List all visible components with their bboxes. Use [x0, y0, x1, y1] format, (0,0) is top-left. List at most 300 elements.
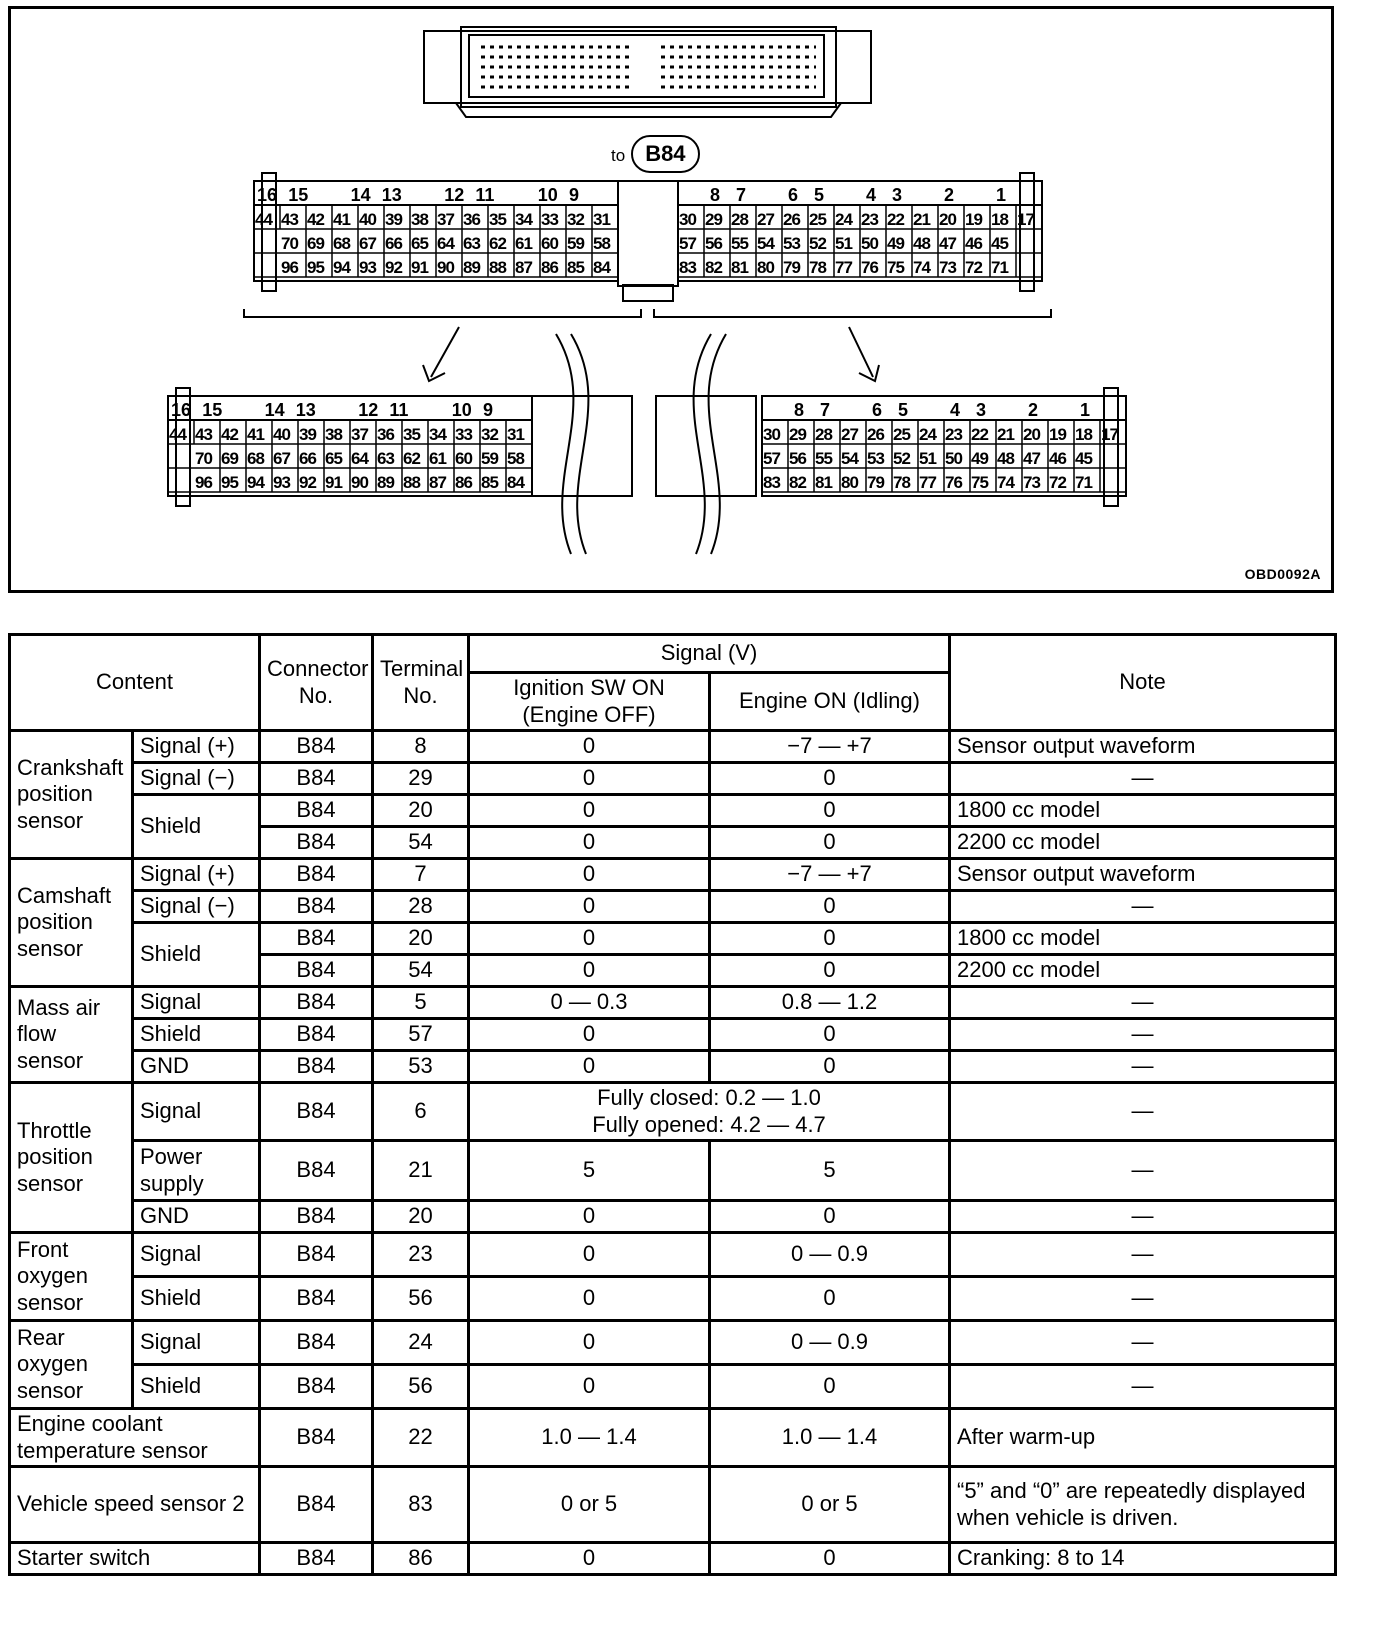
- terminal-cell: 21: [373, 1141, 469, 1201]
- pin-number: 43: [281, 210, 298, 229]
- pin-number: 71: [991, 258, 1008, 277]
- ecu-lip: [456, 103, 841, 117]
- row-group-label: Engine coolant temperature sensor: [10, 1409, 260, 1467]
- pin-number: 70: [281, 234, 298, 253]
- note-cell: —: [950, 1365, 1336, 1409]
- pin-number: 17: [1017, 210, 1034, 229]
- pin-number: 19: [1049, 425, 1066, 444]
- pin-number: 49: [887, 234, 904, 253]
- terminal-cell: 22: [373, 1409, 469, 1467]
- header-connector: Connector No.: [260, 635, 373, 731]
- pin-number: 47: [939, 234, 956, 253]
- pin-number: 8: [710, 185, 721, 205]
- pin-number: 54: [757, 234, 774, 253]
- pin-number: 5: [814, 185, 825, 205]
- pin-number: 57: [763, 449, 780, 468]
- pin-number: 44: [255, 210, 272, 229]
- center-key-tab: [623, 285, 673, 301]
- pin-number: 85: [567, 258, 584, 277]
- pin-number: 68: [247, 449, 264, 468]
- pin-number: 45: [991, 234, 1008, 253]
- engine-on-cell: 0: [710, 1051, 950, 1083]
- pin-number: 1: [996, 185, 1007, 205]
- ign-on-cell: 0: [469, 1321, 710, 1365]
- ign-on-cell: 0: [469, 1201, 710, 1233]
- pin-number: 35: [489, 210, 506, 229]
- pin-number: 59: [481, 449, 498, 468]
- pin-number: 50: [861, 234, 878, 253]
- pin-number: 36: [463, 210, 480, 229]
- engine-on-cell: 0: [710, 1365, 950, 1409]
- terminal-cell: 20: [373, 923, 469, 955]
- row-item-label: Signal: [133, 987, 260, 1019]
- terminal-cell: 24: [373, 1321, 469, 1365]
- pin-number: 72: [1049, 473, 1066, 492]
- table-row: [10, 1051, 1336, 1083]
- note-cell: —: [950, 763, 1336, 795]
- arrow-icon: [849, 327, 879, 381]
- note-cell: —: [950, 1083, 1336, 1141]
- table-row: [10, 1543, 1336, 1575]
- engine-on-cell: 5: [710, 1141, 950, 1201]
- row-group-label: Camshaft position sensor: [10, 859, 133, 987]
- pin-number: 69: [221, 449, 238, 468]
- pin-number: 83: [763, 473, 780, 492]
- ign-on-cell: 0: [469, 1365, 710, 1409]
- note-cell: 2200 cc model: [950, 955, 1336, 987]
- header-signal: Signal (V): [469, 635, 950, 673]
- pin-number: 31: [507, 425, 524, 444]
- pin-number: 40: [273, 425, 290, 444]
- pin-number: 53: [867, 449, 884, 468]
- pin-number: 12: [358, 400, 379, 420]
- pin-number: 36: [377, 425, 394, 444]
- to-text: to: [611, 146, 626, 165]
- row-group-label: Front oxygen sensor: [10, 1233, 133, 1321]
- ign-on-cell: 0: [469, 1277, 710, 1321]
- note-cell: —: [950, 1277, 1336, 1321]
- table-row: [10, 1233, 1336, 1277]
- pin-number: 53: [783, 234, 800, 253]
- connector-cell: B84: [260, 1321, 373, 1365]
- pin-number: 65: [325, 449, 342, 468]
- connector-cell: B84: [260, 1019, 373, 1051]
- pin-number: 78: [809, 258, 826, 277]
- connector-cell: B84: [260, 923, 373, 955]
- pin-number: 5: [898, 400, 909, 420]
- pin-number: 91: [325, 473, 342, 492]
- pin-number: 23: [945, 425, 962, 444]
- terminal-cell: 53: [373, 1051, 469, 1083]
- table-row: [10, 1365, 1336, 1409]
- pin-number: 87: [515, 258, 532, 277]
- pin-number: 20: [1023, 425, 1040, 444]
- pin-number: 27: [841, 425, 858, 444]
- connector-diagram: [8, 6, 1334, 593]
- pin-number: 93: [273, 473, 290, 492]
- pin-number: 9: [483, 400, 494, 420]
- pin-number: 93: [359, 258, 376, 277]
- header-note: Note: [950, 635, 1336, 731]
- pin-number: 96: [281, 258, 298, 277]
- engine-on-cell: 0 — 0.9: [710, 1233, 950, 1277]
- pin-number: 74: [997, 473, 1014, 492]
- pin-number: 34: [429, 425, 446, 444]
- pin-number: 79: [783, 258, 800, 277]
- connector-cell: B84: [260, 731, 373, 763]
- ign-on-cell: 0: [469, 795, 710, 827]
- row-item-label: Shield: [133, 1365, 260, 1409]
- terminal-cell: 83: [373, 1467, 469, 1543]
- note-cell: After warm-up: [950, 1409, 1336, 1467]
- pin-number: 87: [429, 473, 446, 492]
- terminal-cell: 56: [373, 1365, 469, 1409]
- table-row: [10, 1409, 1336, 1467]
- pin-number: 84: [507, 473, 524, 492]
- pin-number: 30: [679, 210, 696, 229]
- note-cell: 2200 cc model: [950, 827, 1336, 859]
- pin-number: 55: [731, 234, 748, 253]
- table-row: [10, 1467, 1336, 1543]
- engine-on-cell: −7 — +7: [710, 859, 950, 891]
- pin-number: 21: [997, 425, 1014, 444]
- break-line: [709, 334, 726, 554]
- pin-number: 91: [411, 258, 428, 277]
- pin-number: 18: [1075, 425, 1092, 444]
- pin-number: 76: [861, 258, 878, 277]
- pin-number: 33: [541, 210, 558, 229]
- pin-number: 11: [389, 400, 409, 420]
- pin-number: 85: [481, 473, 498, 492]
- pin-number: 6: [788, 185, 799, 205]
- engine-on-cell: 0: [710, 1543, 950, 1575]
- terminal-cell: 8: [373, 731, 469, 763]
- pin-number: 60: [541, 234, 558, 253]
- header-terminal: Terminal No.: [373, 635, 469, 731]
- pin-number: 90: [437, 258, 454, 277]
- terminal-cell: 57: [373, 1019, 469, 1051]
- pin-number: 12: [444, 185, 465, 205]
- pin-number: 30: [763, 425, 780, 444]
- pin-number: 82: [789, 473, 806, 492]
- connector-cell: B84: [260, 1409, 373, 1467]
- terminal-cell: 7: [373, 859, 469, 891]
- engine-on-cell: 0: [710, 891, 950, 923]
- ign-on-cell: 0: [469, 923, 710, 955]
- pin-number: 37: [351, 425, 368, 444]
- connector-cell: B84: [260, 1365, 373, 1409]
- connector-cell: B84: [260, 1543, 373, 1575]
- center-key: [618, 181, 678, 286]
- pin-number: 73: [1023, 473, 1040, 492]
- pin-number: 79: [867, 473, 884, 492]
- pin-number: 14: [350, 185, 371, 205]
- break-line: [556, 334, 573, 554]
- pin-number: 26: [867, 425, 884, 444]
- pin-number: 61: [429, 449, 446, 468]
- pin-number: 24: [919, 425, 936, 444]
- pin-number: 66: [385, 234, 402, 253]
- pin-number: 2: [1028, 400, 1039, 420]
- table-row: [10, 987, 1336, 1019]
- table-row: [10, 1019, 1336, 1051]
- pin-number: 69: [307, 234, 324, 253]
- pin-number: 16: [171, 400, 192, 420]
- pin-number: 26: [783, 210, 800, 229]
- figure-id: OBD0092A: [1244, 566, 1321, 582]
- pin-number: 63: [377, 449, 394, 468]
- row-item-label: Shield: [133, 1277, 260, 1321]
- pin-number: 4: [866, 185, 877, 205]
- pin-number: 38: [325, 425, 342, 444]
- pin-number: 67: [359, 234, 376, 253]
- pin-number: 50: [945, 449, 962, 468]
- pin-number: 55: [815, 449, 832, 468]
- arrow-icon: [423, 327, 459, 381]
- ign-on-cell: 1.0 — 1.4: [469, 1409, 710, 1467]
- connector-cell: B84: [260, 795, 373, 827]
- cut-end: [656, 396, 756, 496]
- terminal-cell: 54: [373, 827, 469, 859]
- connector-cell: B84: [260, 1277, 373, 1321]
- pin-number: 10: [537, 185, 558, 205]
- row-item-label: Signal (−): [133, 891, 260, 923]
- connector-cell: B84: [260, 955, 373, 987]
- terminal-cell: 20: [373, 795, 469, 827]
- row-item-label: Power supply: [133, 1141, 260, 1201]
- note-cell: —: [950, 1141, 1336, 1201]
- pin-number: 46: [965, 234, 982, 253]
- table-row: [10, 763, 1336, 795]
- terminal-cell: 20: [373, 1201, 469, 1233]
- pin-number: 48: [997, 449, 1014, 468]
- note-cell: —: [950, 1321, 1336, 1365]
- pin-number: 16: [257, 185, 278, 205]
- pin-number: 32: [567, 210, 584, 229]
- connector-cell: B84: [260, 1141, 373, 1201]
- pin-number: 95: [307, 258, 324, 277]
- table-row: [10, 1083, 1336, 1141]
- ign-on-cell: 0: [469, 763, 710, 795]
- row-group-label: Mass air flow sensor: [10, 987, 133, 1083]
- table-row: [10, 1141, 1336, 1201]
- connector-cell: B84: [260, 1051, 373, 1083]
- ign-on-cell: 0: [469, 731, 710, 763]
- signal-table: [8, 633, 1337, 1576]
- pin-number: 38: [411, 210, 428, 229]
- connector-cell: B84: [260, 1201, 373, 1233]
- connector-id-badge: B84: [631, 135, 699, 173]
- pin-number: 45: [1075, 449, 1092, 468]
- pin-number: 28: [731, 210, 748, 229]
- pin-number: 48: [913, 234, 930, 253]
- pin-number: 4: [950, 400, 961, 420]
- pin-number: 80: [757, 258, 774, 277]
- pin-number: 10: [451, 400, 472, 420]
- ign-on-cell: 0 or 5: [469, 1467, 710, 1543]
- pin-number: 42: [221, 425, 238, 444]
- note-cell: —: [950, 987, 1336, 1019]
- row-item-label: Signal: [133, 1233, 260, 1277]
- engine-on-cell: 0: [710, 1277, 950, 1321]
- row-item-label: GND: [133, 1051, 260, 1083]
- ign-on-cell: 0: [469, 1051, 710, 1083]
- break-line: [571, 334, 588, 554]
- pin-number: 46: [1049, 449, 1066, 468]
- pin-number: 86: [541, 258, 558, 277]
- pin-number: 29: [705, 210, 722, 229]
- engine-on-cell: 0 or 5: [710, 1467, 950, 1543]
- terminal-cell: 54: [373, 955, 469, 987]
- pin-number: 95: [221, 473, 238, 492]
- pin-number: 43: [195, 425, 212, 444]
- table-row: [10, 1201, 1336, 1233]
- table-row: [10, 859, 1336, 891]
- note-cell: 1800 cc model: [950, 795, 1336, 827]
- pin-number: 6: [872, 400, 883, 420]
- row-item-label: Shield: [133, 1019, 260, 1051]
- signal-line: Fully opened: 4.2 — 4.7: [592, 1111, 826, 1137]
- pin-number: 19: [965, 210, 982, 229]
- engine-on-cell: 0: [710, 1019, 950, 1051]
- pin-number: 89: [463, 258, 480, 277]
- terminal-cell: 6: [373, 1083, 469, 1141]
- ign-on-cell: 0: [469, 891, 710, 923]
- cut-end: [532, 396, 632, 496]
- pin-number: 84: [593, 258, 610, 277]
- ign-on-cell: 0: [469, 1233, 710, 1277]
- pin-number: 25: [893, 425, 910, 444]
- pin-number: 59: [567, 234, 584, 253]
- pin-number: 31: [593, 210, 610, 229]
- table-row: [10, 1277, 1336, 1321]
- bracket: [654, 309, 1051, 317]
- note-cell: —: [950, 1019, 1336, 1051]
- pin-number: 61: [515, 234, 532, 253]
- pin-number: 57: [679, 234, 696, 253]
- pin-number: 81: [815, 473, 832, 492]
- pin-number: 88: [489, 258, 506, 277]
- note-cell: —: [950, 891, 1336, 923]
- connector-cell: B84: [260, 827, 373, 859]
- connector-cell: B84: [260, 1233, 373, 1277]
- pin-number: 65: [411, 234, 428, 253]
- pin-number: 17: [1101, 425, 1118, 444]
- pin-number: 2: [944, 185, 955, 205]
- table-row: [10, 1321, 1336, 1365]
- pin-number: 75: [971, 473, 988, 492]
- connector-drawing: [11, 9, 1331, 590]
- pin-number: 44: [169, 425, 186, 444]
- pin-number: 22: [887, 210, 904, 229]
- row-group-label: Starter switch: [10, 1543, 260, 1575]
- row-item-label: Signal: [133, 1083, 260, 1141]
- pin-number: 8: [794, 400, 805, 420]
- connector-cell: B84: [260, 987, 373, 1019]
- connector-cell: B84: [260, 763, 373, 795]
- note-cell: “5” and “0” are repeatedly displayed when vehicle is driven.: [950, 1467, 1336, 1543]
- pin-number: 37: [437, 210, 454, 229]
- side-tab: [1104, 388, 1118, 506]
- pin-number: 49: [971, 449, 988, 468]
- row-group-label: Vehicle speed sensor 2: [10, 1467, 260, 1543]
- ign-on-cell: 0: [469, 1543, 710, 1575]
- note-cell: 1800 cc model: [950, 923, 1336, 955]
- pin-number: 7: [736, 185, 747, 205]
- pin-number: 3: [976, 400, 987, 420]
- pin-number: 86: [455, 473, 472, 492]
- pin-number: 41: [333, 210, 350, 229]
- pin-number: 23: [861, 210, 878, 229]
- pin-number: 96: [195, 473, 212, 492]
- pin-number: 68: [333, 234, 350, 253]
- pin-number: 58: [507, 449, 524, 468]
- pin-number: 52: [893, 449, 910, 468]
- pin-number: 27: [757, 210, 774, 229]
- pin-number: 22: [971, 425, 988, 444]
- pin-number: 41: [247, 425, 264, 444]
- table-body: [10, 731, 1336, 1575]
- pin-number: 90: [351, 473, 368, 492]
- note-cell: Cranking: 8 to 14: [950, 1543, 1336, 1575]
- terminal-cell: 5: [373, 987, 469, 1019]
- row-item-label: Signal (−): [133, 763, 260, 795]
- pin-number: 60: [455, 449, 472, 468]
- pin-number: 77: [919, 473, 936, 492]
- engine-on-cell: 0: [710, 763, 950, 795]
- pin-number: 24: [835, 210, 852, 229]
- engine-on-cell: 0.8 — 1.2: [710, 987, 950, 1019]
- pin-number: 67: [273, 449, 290, 468]
- pin-number: 63: [463, 234, 480, 253]
- break-line: [694, 334, 711, 554]
- row-group-label: Throttle position sensor: [10, 1083, 133, 1233]
- pin-number: 64: [351, 449, 368, 468]
- pin-number: 72: [965, 258, 982, 277]
- side-tab: [1020, 173, 1034, 291]
- terminal-cell: 86: [373, 1543, 469, 1575]
- pin-number: 51: [835, 234, 852, 253]
- pin-number: 34: [515, 210, 532, 229]
- connector-cell: B84: [260, 891, 373, 923]
- engine-on-cell: 1.0 — 1.4: [710, 1409, 950, 1467]
- row-item-label: Signal (+): [133, 731, 260, 763]
- pin-number: 51: [919, 449, 936, 468]
- pin-number: 71: [1075, 473, 1092, 492]
- pin-number: 13: [295, 400, 316, 420]
- header-ign-on: Ignition SW ON (Engine OFF): [469, 673, 710, 731]
- pin-number: 33: [455, 425, 472, 444]
- row-item-label: GND: [133, 1201, 260, 1233]
- pin-number: 25: [809, 210, 826, 229]
- pin-number: 70: [195, 449, 212, 468]
- pin-number: 92: [385, 258, 402, 277]
- pin-number: 62: [403, 449, 420, 468]
- terminal-cell: 29: [373, 763, 469, 795]
- note-cell: Sensor output waveform: [950, 859, 1336, 891]
- pin-number: 29: [789, 425, 806, 444]
- signal-line: Fully closed: 0.2 — 1.0: [597, 1085, 821, 1111]
- pin-number: 94: [247, 473, 264, 492]
- pin-number: 77: [835, 258, 852, 277]
- pin-number: 11: [475, 185, 495, 205]
- pin-number: 15: [288, 185, 309, 205]
- signal-merged-cell: [469, 1083, 950, 1141]
- terminal-cell: 23: [373, 1233, 469, 1277]
- ign-on-cell: 0: [469, 955, 710, 987]
- terminal-cell: 56: [373, 1277, 469, 1321]
- pin-number: 1: [1080, 400, 1091, 420]
